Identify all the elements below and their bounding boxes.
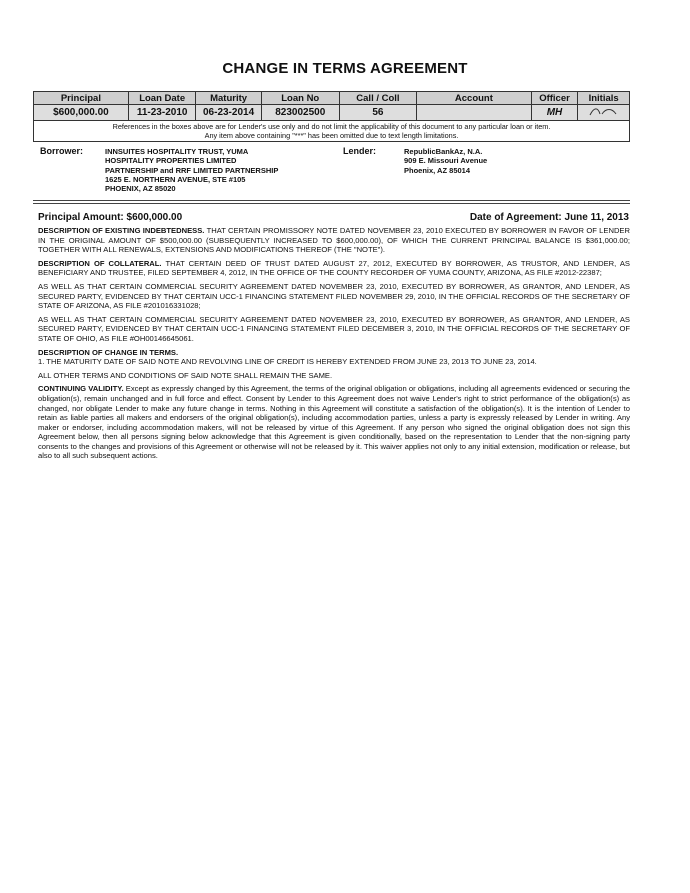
initials-value [578, 105, 630, 121]
principal-label: Principal [34, 92, 129, 105]
borrower-label: Borrower: [40, 146, 84, 156]
loan-summary-table [33, 91, 630, 142]
loan-no-label: Loan No [261, 92, 339, 105]
section-divider [33, 203, 630, 204]
note-line-1: References in the boxes above are for Lender's use only and do not limit the applicability of this document to any particular loan or item. [112, 122, 551, 131]
collateral-paragraph-3: AS WELL AS THAT CERTAIN COMMERCIAL SECURITY AGREEMENT DATED NOVEMBER 23, 2010, EXECUTED BY BORROWER, AS GRANTOR, AND LENDER, AS SECURED PARTY, EVIDENCED BY THAT CERTAIN UCC-1 FINANCING STATEMENT FILED DECEMBER 3, 2010, IN THE OFFICIAL RECORDS OF THE SECRETARY OF STATE OF OHIO, AS FILE #OH00146645061. [38, 314, 630, 343]
loan-summary-header-row [34, 92, 630, 105]
call-coll-value: 56 [339, 105, 416, 121]
principal-amount: Principal Amount: $600,000.00 [38, 212, 183, 223]
loan-date-label: Loan Date [128, 92, 196, 105]
borrower-line: PHOENIX, AZ 85020 [105, 184, 176, 194]
lender-line: 909 E. Missouri Avenue [404, 156, 488, 166]
account-label: Account [417, 92, 532, 105]
section-divider [33, 200, 630, 201]
date-of-agreement: Date of Agreement: June 11, 2013 [469, 212, 629, 223]
change-in-terms [38, 348, 630, 358]
other-terms: ALL OTHER TERMS AND CONDITIONS OF SAID NOTE SHALL REMAIN THE SAME. [38, 370, 333, 380]
officer-label: Officer [531, 92, 578, 105]
lender-line: RepublicBankAz, N.A. [404, 147, 483, 156]
loan-no-value: 823002500 [261, 105, 339, 121]
existing-indebtedness [38, 226, 630, 255]
change-in-terms-heading: DESCRIPTION OF CHANGE IN TERMS. [38, 347, 179, 357]
loan-summary-note-row [34, 121, 630, 142]
borrower-address [105, 147, 278, 193]
borrower-line: HOSPITALITY PROPERTIES LIMITED [105, 156, 237, 166]
lender-line: Phoenix, AZ 85014 [404, 165, 470, 175]
existing-indebtedness-text: THAT CERTAIN PROMISSORY NOTE DATED NOVEMBER 23, 2010 EXECUTED BY BORROWER IN FAVOR OF LENDER IN THE ORIGINAL AMOUNT OF $500,000.00 (SUBSEQUENTLY INCREASED TO $600,000.00), OF WHICH THE CURRENT PRINCIPAL BALANCE IS $361,000.00; TOGETHER WITH ALL RENEWALS, EXTENSIONS AND MODIFICATIONS THEREOF (THE "NOTE"). [38, 226, 630, 255]
document-title: CHANGE IN TERMS AGREEMENT [222, 60, 468, 77]
continuing-validity-heading: CONTINUING VALIDITY. [38, 384, 124, 394]
lender-address [404, 147, 487, 175]
principal-value: $600,000.00 [34, 105, 129, 121]
collateral [38, 259, 630, 278]
call-coll-label: Call / Coll [339, 92, 416, 105]
borrower-line: PARTNERSHIP and RRF LIMITED PARTNERSHIP [105, 165, 279, 175]
borrower-line: INNSUITES HOSPITALITY TRUST, YUMA [105, 147, 249, 156]
change-in-terms-text: 1. THE MATURITY DATE OF SAID NOTE AND REVOLVING LINE OF CREDIT IS HEREBY EXTENDED FROM JUNE 23, 2013 TO JUNE 23, 2014. [38, 357, 537, 367]
agreement-body [38, 226, 630, 465]
account-value [417, 105, 532, 121]
initials-label: Initials [578, 92, 630, 105]
loan-summary-note [34, 121, 630, 142]
maturity-value: 06-23-2014 [196, 105, 261, 121]
existing-indebtedness-heading: DESCRIPTION OF EXISTING INDEBTEDNESS. [38, 226, 205, 235]
officer-value: MH [531, 105, 578, 121]
handwritten-initials-icon [584, 105, 624, 117]
loan-date-value: 11-23-2010 [128, 105, 196, 121]
continuing-validity-text: Except as expressly changed by this Agreement, the terms of the original obligation or obligations, including all agreements evidenced or securing the obligation(s), remain unchanged and in full force and effect. Consent by Lender to this Agreement does not waive Lender's right to strict performance of the obligation(s) as changed, nor obligate Lender to make any future change in terms. Nothing in this Agreement will constitute a satisfaction of the obligation(s). It is the intention of Lender to retain as liable parties all makers and endorsers of the original obligation(s), including accommodation parties, unless a party is expressly released by Lender in writing. Any maker or endorser, including accommodation makers, will not be released by virtue of this Agreement. If any person who signed the original obligation does not sign this Agreement below, then all persons signing below acknowledge that this Agreement is given conditionally, based on the representation to Lender that the non-signing party consents to the changes and provisions of this Agreement or otherwise will not be released by it. This waiver applies not only to any initial extension, modification or release, but also to all such subsequent actions. [38, 384, 630, 461]
collateral-heading: DESCRIPTION OF COLLATERAL. [38, 258, 162, 268]
collateral-text: THAT CERTAIN DEED OF TRUST DATED AUGUST 27, 2012, EXECUTED BY BORROWER, AS TRUSTOR, AND LENDER, AS BENEFICIARY AND TRUSTEE, FILED SEPTEMBER 4, 2012, IN THE OFFICE OF THE COUNTY RECORDER OF YUMA COUNTY, ARIZONA, AS FILE #2012-22387; [38, 258, 630, 278]
lender-label: Lender: [343, 146, 377, 156]
maturity-label: Maturity [196, 92, 261, 105]
loan-summary-value-row [34, 105, 630, 121]
note-line-2: Any item above containing "***" has been omitted due to text length limitations. [204, 131, 459, 140]
collateral-paragraph-2: AS WELL AS THAT CERTAIN COMMERCIAL SECURITY AGREEMENT DATED NOVEMBER 23, 2010, EXECUTED BY BORROWER, AS GRANTOR, AND LENDER, AS SECURED PARTY, EVIDENCED BY THAT CERTAIN UCC-1 FINANCING STATEMENT FILED NOVEMBER 29, 2010, IN THE OFFICIAL RECORDS OF THE SECRETARY OF STATE OF ARIZONA, AS FILE #201016331028; [38, 281, 630, 311]
continuing-validity [38, 384, 630, 461]
borrower-line: 1625 E. NORTHERN AVENUE, STE #105 [105, 174, 246, 184]
